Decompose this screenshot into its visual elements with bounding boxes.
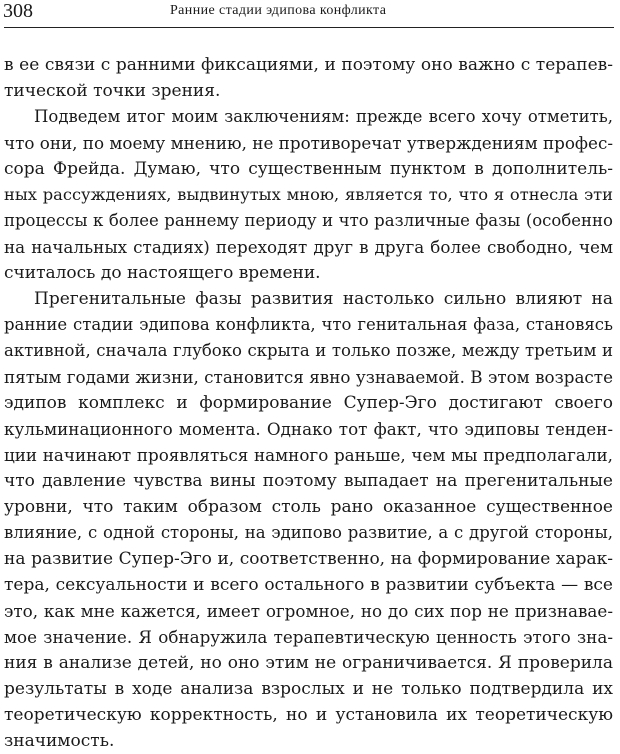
text-line: значимость.	[4, 731, 115, 751]
text-line: что они, по моему мнению, не противоречат утверждениям профес-	[4, 133, 613, 153]
text-line: что давление чувства вины поэтому выпадает на прегенитальные	[4, 471, 613, 491]
running-title: Ранние стадии эдипова конфликта	[170, 3, 387, 18]
text-line: на развитие Супер-Эго и, соответственно, на формирование харак-	[4, 549, 613, 569]
text-line: Прегенитальные фазы развития настолько сильно влияют на	[34, 289, 613, 309]
body-text	[4, 52, 613, 754]
page-number: 308	[3, 0, 33, 22]
text-line: Подведем итог моим заключениям: прежде всего хочу отметить,	[34, 107, 613, 126]
text-line: тера, сексуальности и всего остального в развитии субъекта — все	[4, 575, 613, 595]
text-line: уровни, что таким образом столь рано оказанное существенное	[4, 497, 613, 517]
text-line: ных рассуждениях, выдвинутых мною, является то, что я отнесла эти	[4, 185, 613, 204]
text-line: активной, сначала глубоко скрыта и только позже, между третьим и	[4, 341, 613, 360]
text-line: процессы к более раннему периоду и что различные фазы (особенно	[4, 211, 613, 230]
header-rule	[4, 27, 614, 28]
text-line: считалось до настоящего времени.	[4, 263, 321, 283]
text-line: сора Фрейда. Думаю, что существенным пунктом в дополнитель-	[4, 159, 613, 179]
text-line: кульминационного момента. Однако тот факт, что эдиповы тенден-	[4, 419, 613, 439]
text-line: ния в анализе детей, но оно этим не ограничивается. Я проверила	[4, 653, 613, 673]
page-header	[0, 0, 620, 26]
text-line: влияние, с одной стороны, на эдипово развитие, а с другой стороны,	[4, 523, 613, 542]
text-line: тической точки зрения.	[4, 81, 221, 101]
text-line: теоретическую корректность, но и установила их теоретическую	[4, 705, 613, 725]
text-line: это, как мне кажется, имеет огромное, но до сих пор не признавае-	[4, 601, 613, 621]
text-line: пятым годами жизни, становится явно узнаваемой. В этом возрасте	[4, 367, 613, 387]
text-line: результаты в ходе анализа взрослых и не только подтвердила их	[4, 679, 613, 699]
text-line: ции начинают проявляться намного раньше, чем мы предполагали,	[4, 445, 613, 465]
text-line: ранние стадии эдипова конфликта, что генитальная фаза, становясь	[4, 315, 613, 334]
text-line: на начальных стадиях) переходят друг в друга более свободно, чем	[4, 237, 613, 257]
text-line: в ее связи с ранними фиксациями, и поэтому оно важно с терапев-	[4, 55, 613, 75]
text-line: мое значение. Я обнаружила терапевтическую ценность этого зна-	[4, 627, 613, 647]
text-line: эдипов комплекс и формирование Супер-Эго достигают своего	[4, 393, 613, 413]
